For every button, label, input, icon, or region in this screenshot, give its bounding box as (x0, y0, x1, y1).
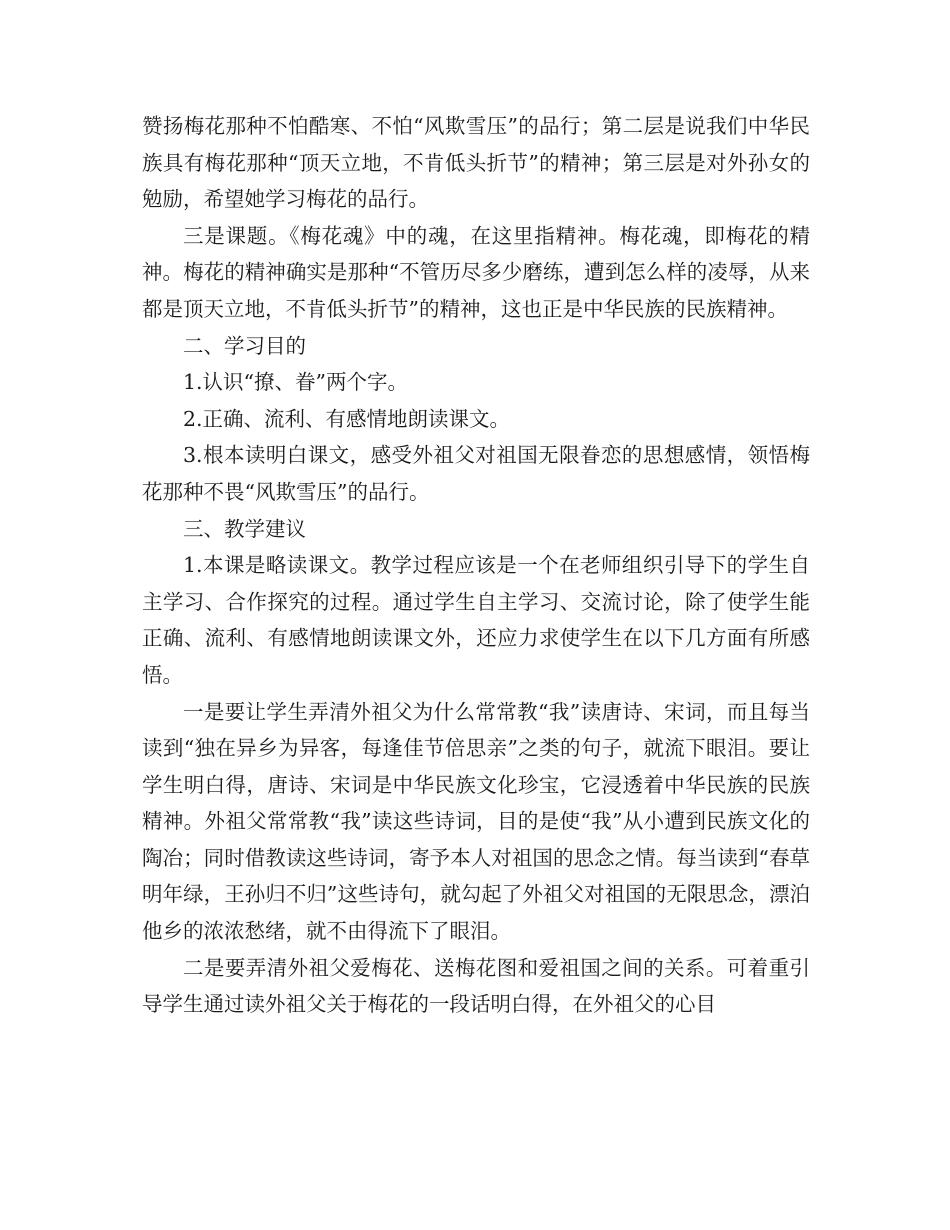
paragraph-topic-explanation: 三是课题。《梅花魂》中的魂，在这里指精神。梅花魂，即梅花的精神。梅花的精神确实是那种“不管历尽多少磨练，遭到怎么样的凌辱，从来都是顶天立地，不肯低头折节”的精神，这也正是中华民族的民族精神。 (142, 223, 810, 321)
document-body (142, 108, 810, 1023)
suggestion-point-2: 二是要弄清外祖父爱梅花、送梅花图和爱祖国之间的关系。可着重引导学生通过读外祖父关于梅花的一段话明白得，在外祖父的心目 (142, 955, 810, 1017)
suggestion-point-1: 一是要让学生弄清外祖父为什么常常教“我”读唐诗、宋词，而且每当读到“独在异乡为异客，每逢佳节倍思亲”之类的句子，就流下眼泪。要让学生明白得，唐诗、宋词是中华民族文化珍宝，它浸透着中华民族的民族精神。外祖父常常教“我”读这些诗词，目的是使“我”从小遭到民族文化的陶冶；同时借教读这些诗词，寄予本人对祖国的思念之情。每当读到“春草明年绿，王孙归不归”这些诗句，就勾起了外祖父对祖国的无限思念，漂泊他乡的浓浓愁绪，就不由得流下了眼泪。 (142, 699, 810, 944)
goal-item-1: 1.认识“撩、眷”两个字。 (183, 370, 409, 395)
paragraph-continuation: 赞扬梅花那种不怕酷寒、不怕“风欺雪压”的品行；第二层是说我们中华民族具有梅花那种“顶天立地，不肯低头折节”的精神；第三层是对外孙女的勉励，希望她学习梅花的品行。 (142, 114, 810, 212)
goal-item-3: 3.根本读明白课文，感受外祖父对祖国无限眷恋的思想感情，领悟梅花那种不畏“风欺雪压”的品行。 (142, 443, 810, 504)
goal-item-2: 2.正确、流利、有感情地朗读课文。 (183, 406, 511, 431)
section-heading-learning-goals: 二、学习目的 (183, 333, 306, 358)
section-heading-teaching-suggestions: 三、教学建议 (183, 516, 306, 541)
suggestion-item-1: 1.本课是略读课文。教学过程应该是一个在老师组织引导下的学生自主学习、合作探究的过程。通过学生自主学习、交流讨论，除了使学生能正确、流利、有感情地朗读课文外，还应力求使学生在以下几方面有所感悟。 (142, 553, 810, 687)
